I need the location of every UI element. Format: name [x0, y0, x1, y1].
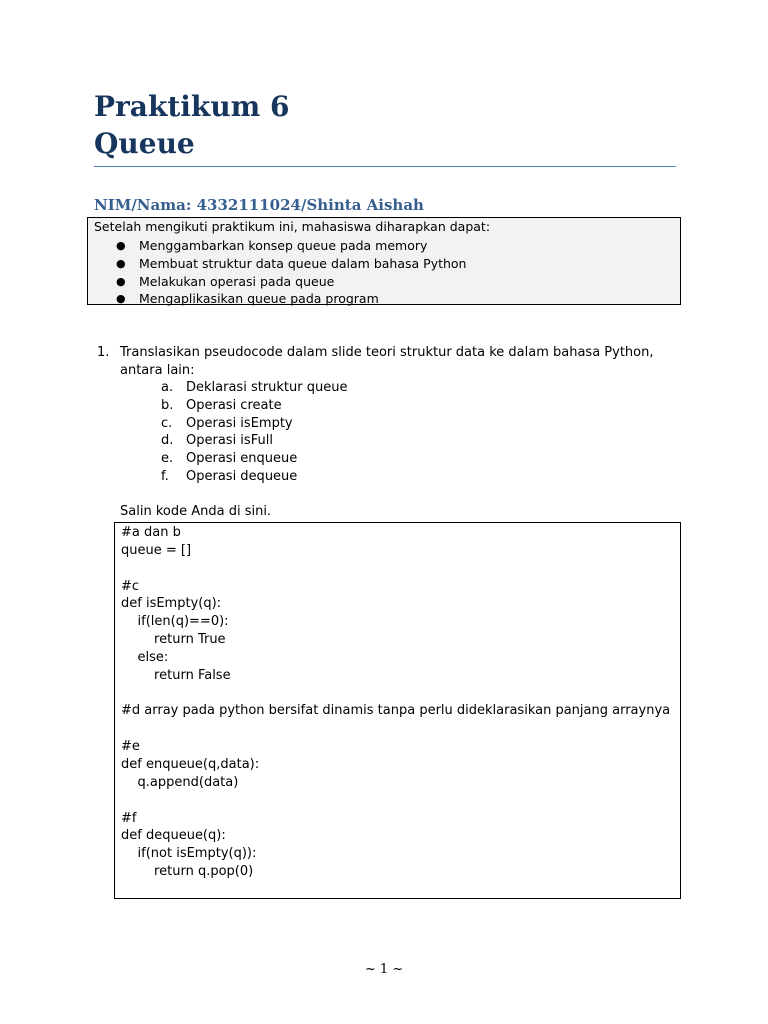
sub-item [161, 397, 347, 415]
code-line: #e [121, 739, 140, 755]
code-line: return True [121, 632, 226, 648]
code-line: return q.pop(0) [121, 864, 254, 880]
code-line: def enqueue(q,data): [121, 756, 260, 772]
sub-item [161, 415, 347, 433]
objective-text: Membuat struktur data queue dalam bahasa Python [139, 255, 467, 271]
objective-text: Melakukan operasi pada queue [139, 273, 335, 289]
sub-item-letter: a. [161, 380, 174, 395]
sub-item-text: Operasi isEmpty [186, 415, 293, 431]
sub-item-text: Operasi enqueue [186, 451, 298, 467]
bullet-icon: ● [116, 256, 126, 270]
objectives-intro: Setelah mengikuti praktikum ini, mahasiswa diharapkan dapat: [94, 219, 491, 234]
code-line [121, 685, 670, 703]
objectives-list [88, 237, 466, 308]
page-title [94, 88, 290, 162]
title-divider [94, 166, 676, 167]
sub-item [161, 432, 347, 450]
sub-item-text: Operasi create [186, 397, 282, 413]
objective-item [88, 273, 466, 291]
objective-text: Menggambarkan konsep queue pada memory [139, 238, 428, 253]
sub-item [161, 468, 347, 486]
code-line: #d array pada python bersifat dinamis tanpa perlu dideklarasikan panjang arraynya [121, 703, 671, 719]
code-line: #c [121, 578, 140, 594]
bullet-icon: ● [116, 292, 126, 306]
code-line: #a dan b [121, 525, 181, 540]
sub-item-letter: d. [161, 433, 174, 449]
code-line [121, 560, 670, 578]
copy-code-label: Salin kode Anda di sini. [120, 504, 272, 519]
title-line-1: Praktikum 6 [94, 90, 290, 123]
sub-item-text: Operasi isFull [186, 433, 273, 449]
code-line: if(len(q)==0): [121, 614, 229, 630]
objective-text: Mengaplikasikan queue pada program [139, 291, 379, 307]
task-instruction: Translasikan pseudocode dalam slide teori struktur data ke dalam bahasa Python, antara lain: [120, 345, 654, 378]
bullet-icon: ● [116, 239, 126, 252]
code-line: #f [121, 810, 137, 826]
code-line: q.append(data) [121, 774, 239, 790]
code-lines [121, 524, 670, 881]
code-line: def dequeue(q): [121, 828, 226, 844]
code-line [121, 792, 670, 810]
page-number: ~ 1 ~ [364, 962, 404, 977]
objective-item [88, 290, 466, 308]
task-sub-list [161, 379, 347, 486]
objective-item [88, 237, 466, 255]
sub-item-letter: e. [161, 451, 174, 467]
code-line: return False [121, 667, 231, 683]
code-line [121, 720, 670, 738]
student-id-name: NIM/Nama: 4332111024/Shinta Aishah [94, 196, 424, 214]
sub-item [161, 379, 347, 397]
sub-item-letter: c. [161, 415, 173, 431]
code-line: def isEmpty(q): [121, 596, 222, 612]
task-number: 1. [97, 345, 110, 360]
sub-item-text: Operasi dequeue [186, 468, 298, 484]
code-line: if(not isEmpty(q)): [121, 846, 257, 862]
objective-item [88, 255, 466, 273]
bullet-icon: ● [116, 274, 126, 288]
title-line-2: Queue [94, 127, 195, 160]
sub-item-letter: b. [161, 397, 174, 413]
code-line: queue = [] [121, 542, 192, 558]
code-line: else: [121, 649, 169, 665]
learning-objectives-box [87, 217, 681, 305]
sub-item [161, 450, 347, 468]
sub-item-letter: f. [161, 468, 169, 484]
code-answer-box [114, 522, 681, 899]
sub-item-text: Deklarasi struktur queue [186, 380, 348, 395]
